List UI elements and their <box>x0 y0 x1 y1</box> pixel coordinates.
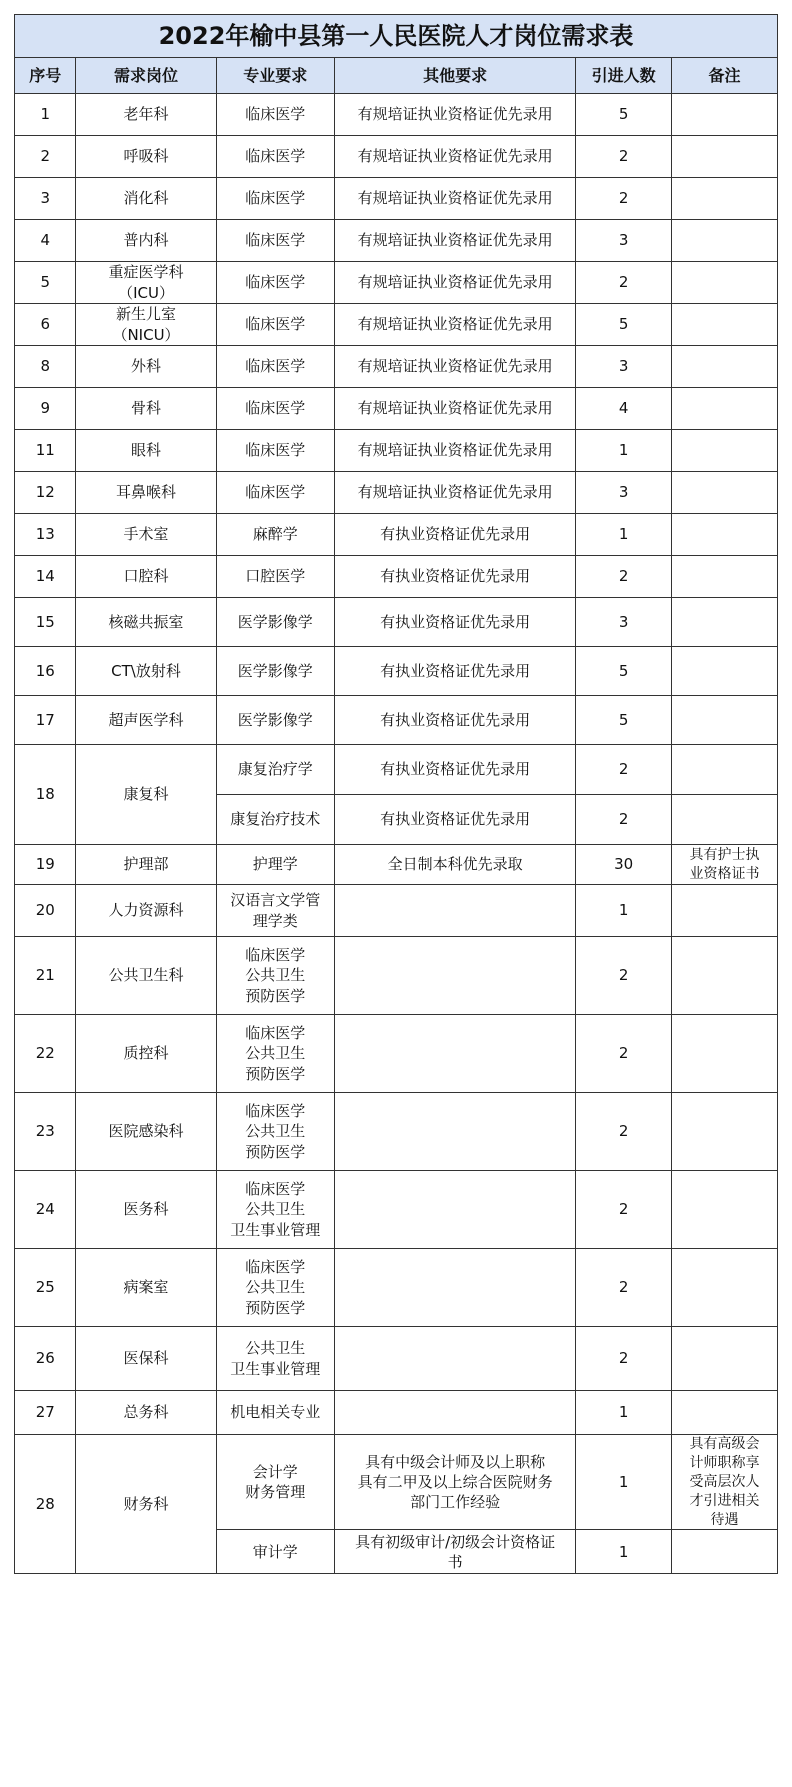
remark <box>671 220 777 262</box>
other-requirement: 有规培证执业资格证优先录用 <box>334 430 575 472</box>
hire-count: 2 <box>576 795 672 845</box>
row-number: 13 <box>15 514 76 556</box>
major-requirement: 临床医学 公共卫生 预防医学 <box>216 1093 334 1171</box>
major-requirement: 临床医学 <box>216 388 334 430</box>
hire-count: 2 <box>576 1249 672 1327</box>
hire-count: 5 <box>576 647 672 696</box>
major-requirement: 临床医学 <box>216 136 334 178</box>
table-row <box>15 430 778 472</box>
other-requirement: 有规培证执业资格证优先录用 <box>334 94 575 136</box>
major-requirement: 临床医学 公共卫生 卫生事业管理 <box>216 1171 334 1249</box>
table-row <box>15 845 778 885</box>
talent-demand-table <box>14 14 778 1574</box>
header-other: 其他要求 <box>334 58 575 94</box>
major-requirement: 临床医学 <box>216 220 334 262</box>
table-row <box>15 1093 778 1171</box>
remark <box>671 598 777 647</box>
row-number: 2 <box>15 136 76 178</box>
major-requirement: 临床医学 公共卫生 预防医学 <box>216 1015 334 1093</box>
row-number: 8 <box>15 346 76 388</box>
row-number: 24 <box>15 1171 76 1249</box>
other-requirement: 全日制本科优先录取 <box>334 845 575 885</box>
table-row <box>15 136 778 178</box>
row-number: 3 <box>15 178 76 220</box>
table-row <box>15 1249 778 1327</box>
major-requirement: 临床医学 公共卫生 预防医学 <box>216 1249 334 1327</box>
table-row <box>15 388 778 430</box>
hire-count: 1 <box>576 430 672 472</box>
major-requirement: 医学影像学 <box>216 598 334 647</box>
table-row <box>15 346 778 388</box>
remark <box>671 1171 777 1249</box>
remark: 具有护士执 业资格证书 <box>671 845 777 885</box>
other-requirement <box>334 937 575 1015</box>
other-requirement: 有规培证执业资格证优先录用 <box>334 388 575 430</box>
row-number: 14 <box>15 556 76 598</box>
table-row <box>15 1015 778 1093</box>
remark <box>671 178 777 220</box>
hire-count: 2 <box>576 937 672 1015</box>
remark <box>671 1015 777 1093</box>
remark <box>671 745 777 795</box>
other-requirement <box>334 1015 575 1093</box>
other-requirement: 具有初级审计/初级会计资格证 书 <box>334 1530 575 1574</box>
table-row <box>15 937 778 1015</box>
row-number: 26 <box>15 1327 76 1391</box>
post-name: 普内科 <box>76 220 216 262</box>
header-no: 序号 <box>15 58 76 94</box>
other-requirement: 有执业资格证优先录用 <box>334 696 575 745</box>
table-row <box>15 220 778 262</box>
post-name: 质控科 <box>76 1015 216 1093</box>
table-body <box>15 94 778 1574</box>
other-requirement: 有规培证执业资格证优先录用 <box>334 220 575 262</box>
remark <box>671 1391 777 1435</box>
header-major: 专业要求 <box>216 58 334 94</box>
major-requirement: 康复治疗学 <box>216 745 334 795</box>
remark <box>671 346 777 388</box>
table-row <box>15 1327 778 1391</box>
major-requirement: 汉语言文学管 理学类 <box>216 885 334 937</box>
hire-count: 3 <box>576 598 672 647</box>
header-note: 备注 <box>671 58 777 94</box>
remark <box>671 885 777 937</box>
remark <box>671 514 777 556</box>
remark: 具有高级会 计师职称享 受高层次人 才引进相关 待遇 <box>671 1435 777 1530</box>
post-name: 眼科 <box>76 430 216 472</box>
post-name: 耳鼻喉科 <box>76 472 216 514</box>
hire-count: 1 <box>576 1435 672 1530</box>
table-row <box>15 696 778 745</box>
other-requirement <box>334 1093 575 1171</box>
hire-count: 3 <box>576 472 672 514</box>
post-name: 消化科 <box>76 178 216 220</box>
remark <box>671 304 777 346</box>
post-name: 呼吸科 <box>76 136 216 178</box>
other-requirement <box>334 1327 575 1391</box>
hire-count: 1 <box>576 885 672 937</box>
row-number: 12 <box>15 472 76 514</box>
hire-count: 1 <box>576 1391 672 1435</box>
table-row <box>15 178 778 220</box>
major-requirement: 机电相关专业 <box>216 1391 334 1435</box>
other-requirement <box>334 885 575 937</box>
remark <box>671 1093 777 1171</box>
other-requirement: 有执业资格证优先录用 <box>334 598 575 647</box>
post-name: 手术室 <box>76 514 216 556</box>
other-requirement: 具有中级会计师及以上职称 具有二甲及以上综合医院财务 部门工作经验 <box>334 1435 575 1530</box>
row-number: 21 <box>15 937 76 1015</box>
major-requirement: 会计学 财务管理 <box>216 1435 334 1530</box>
post-name: CT\放射科 <box>76 647 216 696</box>
hire-count: 2 <box>576 1015 672 1093</box>
other-requirement <box>334 1249 575 1327</box>
row-number: 18 <box>15 745 76 845</box>
post-name: 医保科 <box>76 1327 216 1391</box>
row-number: 25 <box>15 1249 76 1327</box>
remark <box>671 696 777 745</box>
post-name: 病案室 <box>76 1249 216 1327</box>
post-name: 老年科 <box>76 94 216 136</box>
table-row <box>15 262 778 304</box>
post-name: 核磁共振室 <box>76 598 216 647</box>
post-name: 口腔科 <box>76 556 216 598</box>
row-number: 9 <box>15 388 76 430</box>
table-row <box>15 1391 778 1435</box>
post-name: 财务科 <box>76 1435 216 1574</box>
other-requirement: 有规培证执业资格证优先录用 <box>334 472 575 514</box>
row-number: 11 <box>15 430 76 472</box>
post-name: 外科 <box>76 346 216 388</box>
row-number: 17 <box>15 696 76 745</box>
hire-count: 30 <box>576 845 672 885</box>
other-requirement: 有执业资格证优先录用 <box>334 795 575 845</box>
remark <box>671 430 777 472</box>
remark <box>671 388 777 430</box>
major-requirement: 临床医学 <box>216 472 334 514</box>
major-requirement: 公共卫生 卫生事业管理 <box>216 1327 334 1391</box>
other-requirement: 有规培证执业资格证优先录用 <box>334 346 575 388</box>
remark <box>671 1327 777 1391</box>
hire-count: 2 <box>576 1327 672 1391</box>
table-row <box>15 885 778 937</box>
other-requirement: 有执业资格证优先录用 <box>334 647 575 696</box>
post-name: 医务科 <box>76 1171 216 1249</box>
major-requirement: 临床医学 <box>216 346 334 388</box>
hire-count: 2 <box>576 1171 672 1249</box>
table-title: 2022年榆中县第一人民医院人才岗位需求表 <box>15 15 778 58</box>
row-number: 19 <box>15 845 76 885</box>
post-name: 人力资源科 <box>76 885 216 937</box>
remark <box>671 647 777 696</box>
table-row <box>15 94 778 136</box>
remark <box>671 136 777 178</box>
hire-count: 5 <box>576 696 672 745</box>
remark <box>671 1530 777 1574</box>
table-row <box>15 598 778 647</box>
hire-count: 2 <box>576 262 672 304</box>
major-requirement: 临床医学 <box>216 304 334 346</box>
other-requirement: 有规培证执业资格证优先录用 <box>334 178 575 220</box>
hire-count: 2 <box>576 1093 672 1171</box>
major-requirement: 临床医学 <box>216 94 334 136</box>
table-row <box>15 745 778 795</box>
hire-count: 5 <box>576 94 672 136</box>
remark <box>671 795 777 845</box>
remark <box>671 937 777 1015</box>
row-number: 22 <box>15 1015 76 1093</box>
hire-count: 1 <box>576 1530 672 1574</box>
hire-count: 1 <box>576 514 672 556</box>
table-row <box>15 514 778 556</box>
remark <box>671 262 777 304</box>
row-number: 5 <box>15 262 76 304</box>
hire-count: 3 <box>576 220 672 262</box>
post-name: 康复科 <box>76 745 216 845</box>
major-requirement: 临床医学 公共卫生 预防医学 <box>216 937 334 1015</box>
post-name: 总务科 <box>76 1391 216 1435</box>
major-requirement: 医学影像学 <box>216 647 334 696</box>
row-number: 23 <box>15 1093 76 1171</box>
post-name: 重症医学科 （ICU） <box>76 262 216 304</box>
table-row <box>15 647 778 696</box>
row-number: 28 <box>15 1435 76 1574</box>
hire-count: 3 <box>576 346 672 388</box>
major-requirement: 临床医学 <box>216 430 334 472</box>
row-number: 27 <box>15 1391 76 1435</box>
row-number: 20 <box>15 885 76 937</box>
major-requirement: 康复治疗技术 <box>216 795 334 845</box>
row-number: 6 <box>15 304 76 346</box>
hire-count: 2 <box>576 136 672 178</box>
other-requirement: 有规培证执业资格证优先录用 <box>334 262 575 304</box>
remark <box>671 472 777 514</box>
header-count: 引进人数 <box>576 58 672 94</box>
major-requirement: 护理学 <box>216 845 334 885</box>
other-requirement: 有执业资格证优先录用 <box>334 556 575 598</box>
hire-count: 5 <box>576 304 672 346</box>
hire-count: 2 <box>576 745 672 795</box>
major-requirement: 医学影像学 <box>216 696 334 745</box>
row-number: 4 <box>15 220 76 262</box>
table-row <box>15 1171 778 1249</box>
row-number: 15 <box>15 598 76 647</box>
table-row <box>15 472 778 514</box>
major-requirement: 口腔医学 <box>216 556 334 598</box>
row-number: 1 <box>15 94 76 136</box>
table-row <box>15 556 778 598</box>
other-requirement: 有执业资格证优先录用 <box>334 514 575 556</box>
post-name: 公共卫生科 <box>76 937 216 1015</box>
major-requirement: 审计学 <box>216 1530 334 1574</box>
other-requirement: 有规培证执业资格证优先录用 <box>334 136 575 178</box>
header-post: 需求岗位 <box>76 58 216 94</box>
post-name: 骨科 <box>76 388 216 430</box>
row-number: 16 <box>15 647 76 696</box>
other-requirement <box>334 1391 575 1435</box>
hire-count: 2 <box>576 178 672 220</box>
other-requirement: 有执业资格证优先录用 <box>334 745 575 795</box>
hire-count: 2 <box>576 556 672 598</box>
post-name: 超声医学科 <box>76 696 216 745</box>
major-requirement: 麻醉学 <box>216 514 334 556</box>
remark <box>671 1249 777 1327</box>
other-requirement: 有规培证执业资格证优先录用 <box>334 304 575 346</box>
post-name: 护理部 <box>76 845 216 885</box>
hire-count: 4 <box>576 388 672 430</box>
other-requirement <box>334 1171 575 1249</box>
post-name: 新生儿室 （NICU） <box>76 304 216 346</box>
table-row <box>15 1435 778 1530</box>
post-name: 医院感染科 <box>76 1093 216 1171</box>
major-requirement: 临床医学 <box>216 262 334 304</box>
remark <box>671 94 777 136</box>
table-row <box>15 304 778 346</box>
major-requirement: 临床医学 <box>216 178 334 220</box>
remark <box>671 556 777 598</box>
